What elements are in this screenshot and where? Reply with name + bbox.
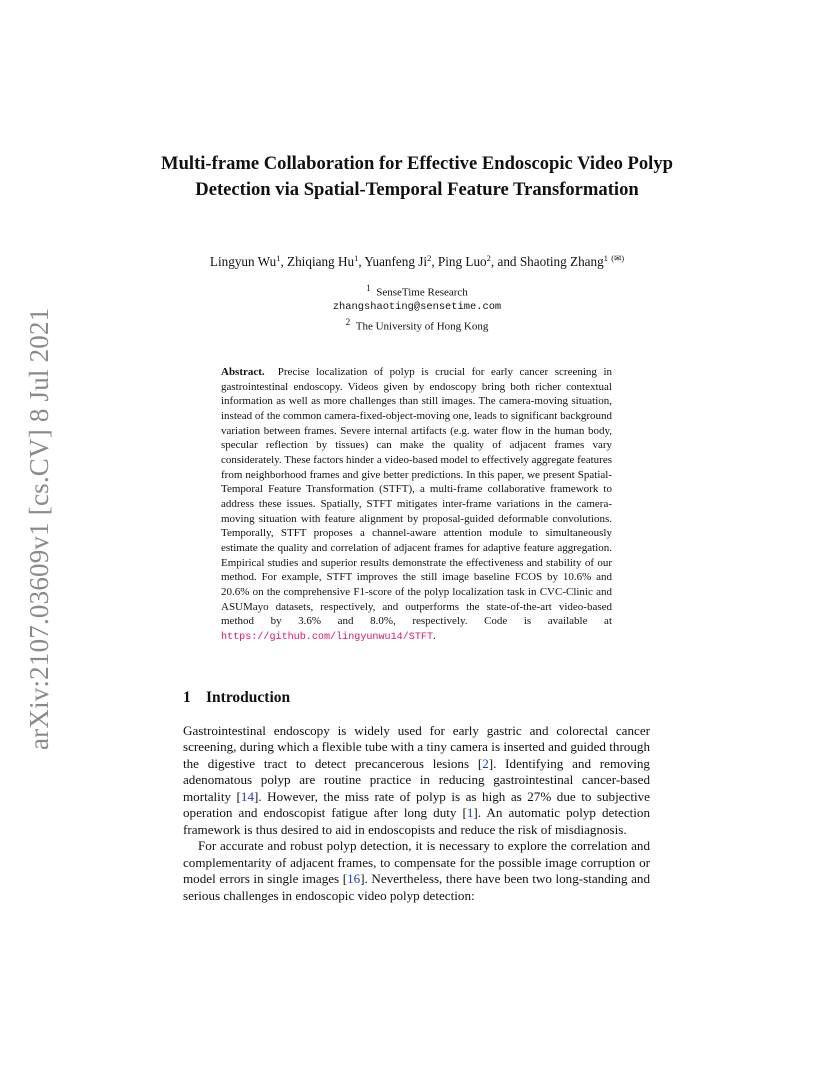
affiliation-name: The University of Hong Kong xyxy=(355,320,489,333)
author-name: Ping Luo xyxy=(437,254,487,269)
section-heading-introduction xyxy=(183,688,290,708)
paper-title: Multi-frame Collaboration for Effective Endoscopic Video Polyp Detection via Spatial-Temporal Feature Transformation xyxy=(161,153,673,200)
paragraph-text: ]. Nevertheless, there have been two long-standing and serious challenges in endoscopic video polyp detection: xyxy=(183,871,650,903)
author-name: Yuanfeng Ji xyxy=(364,254,428,269)
author-separator: , xyxy=(358,254,365,269)
abstract-label: Abstract. xyxy=(221,366,265,378)
author-name: Shaoting Zhang xyxy=(519,254,604,269)
author-separator: , xyxy=(431,254,438,269)
citation-link[interactable]: 14 xyxy=(240,788,254,804)
arxiv-watermark: arXiv:2107.03609v1 [cs.CV] 8 Jul 2021 xyxy=(24,307,54,750)
citation-link[interactable]: 1 xyxy=(466,805,474,821)
citation-link[interactable]: 2 xyxy=(482,755,489,771)
section-number: 1 xyxy=(183,689,191,706)
author-affiliation-mark: 1 xyxy=(354,253,359,263)
abstract xyxy=(221,365,612,645)
paragraph-text: ]. However, the miss rate of polyp is as high as 27% due to subjective operation and endoscopist fatigue after long duty [ xyxy=(183,788,650,821)
introduction-body xyxy=(183,723,650,904)
affiliation-name: SenseTime Research xyxy=(376,286,468,299)
affiliation-2 xyxy=(250,315,584,334)
paragraph xyxy=(183,723,650,838)
contact-email: zhangshaoting@sensetime.com xyxy=(332,301,502,314)
author-affiliation-mark: 1 xyxy=(276,253,281,263)
paragraph-text: Gastrointestinal endoscopy is widely used for early gastric and colorectal cancer screening, during which a flexible tube with a tiny camera is inserted and guided through the digestive tract to detect precancerous lesions [ xyxy=(183,723,650,771)
paragraph-text: ]. Identifying and removing adenomatous polyp are routine practice in reducing gastrointestinal cancer-based mortality [ xyxy=(183,755,650,804)
author-name: Zhiqiang Hu xyxy=(287,254,355,269)
envelope-icon: (✉) xyxy=(611,253,625,263)
author-separator: , xyxy=(280,254,288,269)
author-final-conjunction: , and xyxy=(490,254,520,269)
arxiv-watermark-box xyxy=(22,300,56,750)
affiliations xyxy=(250,281,584,334)
author-affiliation-mark: 2 xyxy=(486,253,491,263)
paragraph xyxy=(183,838,650,904)
abstract-end: . xyxy=(433,629,436,642)
abstract-text: Precise localization of polyp is crucial for early cancer screening in gastrointestinal endoscopy. Videos given by endoscopy bring both richer contextual information as well as more challenges than still images. The camera-moving situation, instead of the common camera-fixed-object-moving one, leads to significant background variation between frames. Severe internal artifacts (e.g. water flow in the human body, specular reflection by tissues) can make the quality of adjacent frames vary considerately. These factors hinder a video-based model to effectively aggregate features from neighborhood frames and give better predictions. In this paper, we present Spatial-Temporal Feature Transformation (STFT), a multi-frame collaborative framework to address these issues. Spatially, STFT mitigates inter-frame variations in the camera-moving situation with feature alignment by proposal-guided deformable convolutions. Temporally, STFT proposes a channel-aware attention module to simultaneously estimate the quality and correlation of adjacent frames for adaptive feature aggregation. Empirical studies and superior results demonstrate the effectiveness and stability of our method. For example, STFT improves the still image baseline FCOS by 10.6% and 20.6% on the comprehensive F1-score of the polyp localization task in CVC-Clinic and ASUMayo datasets, respectively, and outperforms the state-of-the-art video-based method by 3.6% and 8.0%, respectively. Code is available at xyxy=(221,366,612,628)
affiliation-mark: 1 xyxy=(366,283,371,293)
paragraph-text: ]. An automatic polyp detection framework is thus desired to aid in endoscopists and reduce the risk of misdiagnosis. xyxy=(183,805,651,837)
author-affiliation-mark: 1 xyxy=(603,253,608,263)
author-list xyxy=(150,253,684,271)
citation-link[interactable]: 16 xyxy=(347,871,361,887)
affiliation-1 xyxy=(250,281,584,300)
author-affiliation-mark: 2 xyxy=(427,253,432,263)
affiliation-mark: 2 xyxy=(345,316,351,327)
code-link[interactable]: https://github.com/lingyunwu14/STFT xyxy=(221,631,434,643)
paragraph-text: For accurate and robust polyp detection, it is necessary to explore the correlation and complementarity of adjacent frames, to compensate for the possible image corruption or model errors in single images [ xyxy=(183,838,650,887)
author-name: Lingyun Wu xyxy=(209,254,277,269)
section-title: Introduction xyxy=(206,689,291,706)
